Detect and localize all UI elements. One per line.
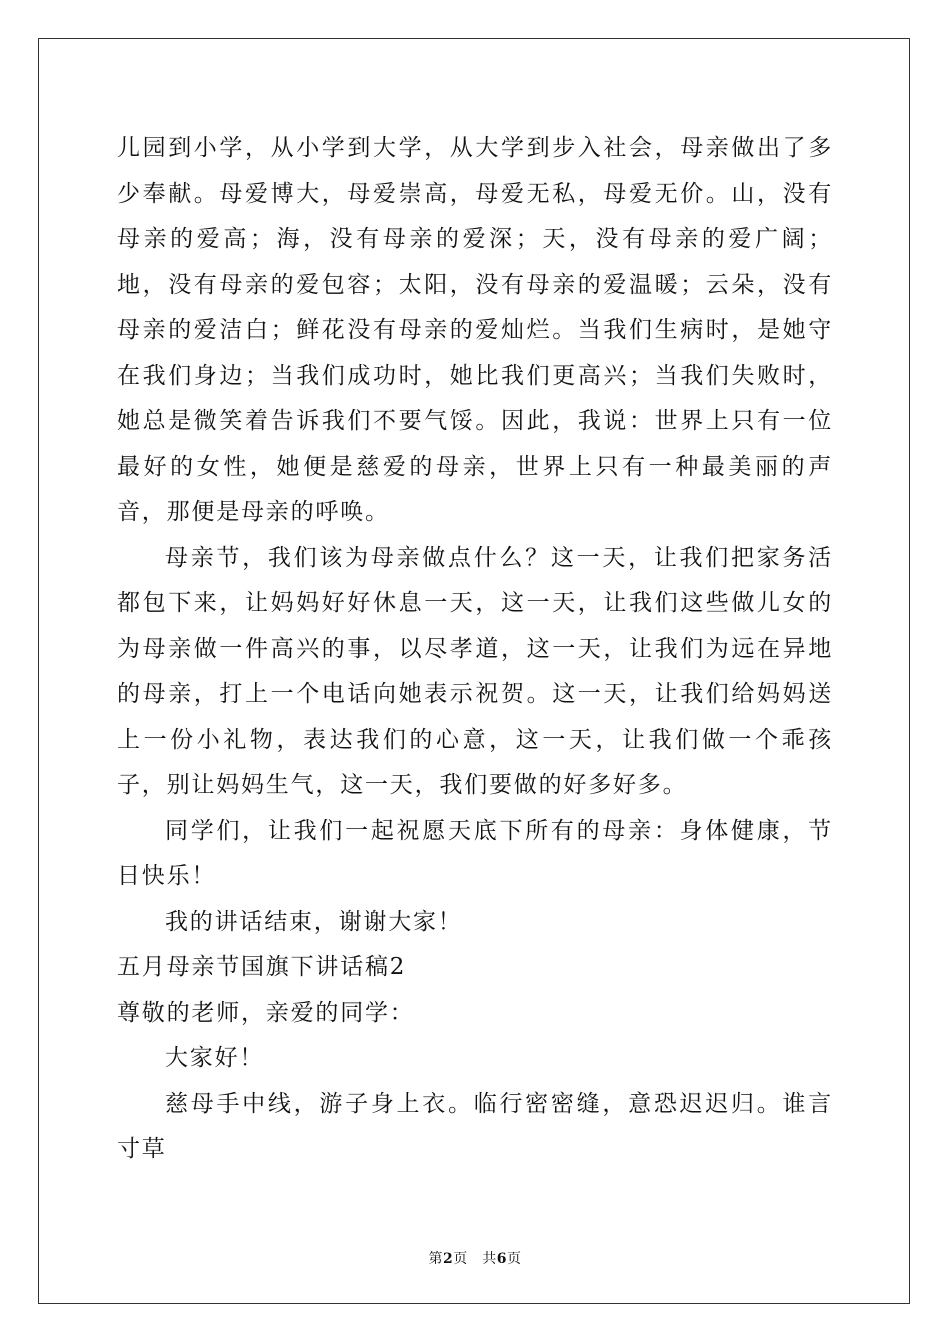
document-body [117, 126, 833, 1173]
paragraph-2: 母亲节，我们该为母亲做点什么？这一天，让我们把家务活都包下来，让妈妈好好休息一天，这一天，让我们这些做儿女的为母亲做一件高兴的事，以尽孝道，这一天，让我们为远在异地的母亲，打上一个电话向她表示祝贺。这一天，让我们给妈妈送上一份小礼物，表达我们的心意，这一天，让我们做一个乖孩子，别让妈妈生气，这一天，我们要做的好多好多。 [117, 544, 833, 798]
section-heading: 五月母亲节国旗下讲话稿2 [117, 954, 407, 980]
page-footer [0, 1248, 950, 1268]
paragraph-poem: 慈母手中线，游子身上衣。临行密密缝，意恐迟迟归。谁言寸草 [117, 1090, 833, 1162]
footer-page-prefix: 第 [428, 1251, 443, 1267]
paragraph-3: 同学们，让我们一起祝愿天底下所有的母亲：身体健康，节日快乐！ [117, 817, 833, 889]
footer-page-current: 2 [443, 1251, 454, 1267]
greeting: 大家好！ [165, 1045, 265, 1071]
footer-page-total: 6 [496, 1251, 507, 1267]
footer-page-mid: 页 共 [453, 1251, 497, 1267]
paragraph-1: 儿园到小学，从小学到大学，从大学到步入社会，母亲做出了多少奉献。母爱博大，母爱崇高，母爱无私，母爱无价。山，没有母亲的爱高；海，没有母亲的爱深；天，没有母亲的爱广阔；地，没有母亲的爱包容；太阳，没有母亲的爱温暖；云朵，没有母亲的爱洁白；鲜花没有母亲的爱灿烂。当我们生病时，是她守在我们身边；当我们成功时，她比我们更高兴；当我们失败时，她总是微笑着告诉我们不要气馁。因此，我说：世界上只有一位最好的女性，她便是慈爱的母亲，世界上只有一种最美丽的声音，那便是母亲的呼唤。 [117, 135, 833, 525]
paragraph-4: 我的讲话结束，谢谢大家！ [165, 908, 463, 935]
salutation: 尊敬的老师，亲爱的同学： [117, 999, 415, 1026]
footer-page-suffix: 页 [507, 1251, 522, 1267]
